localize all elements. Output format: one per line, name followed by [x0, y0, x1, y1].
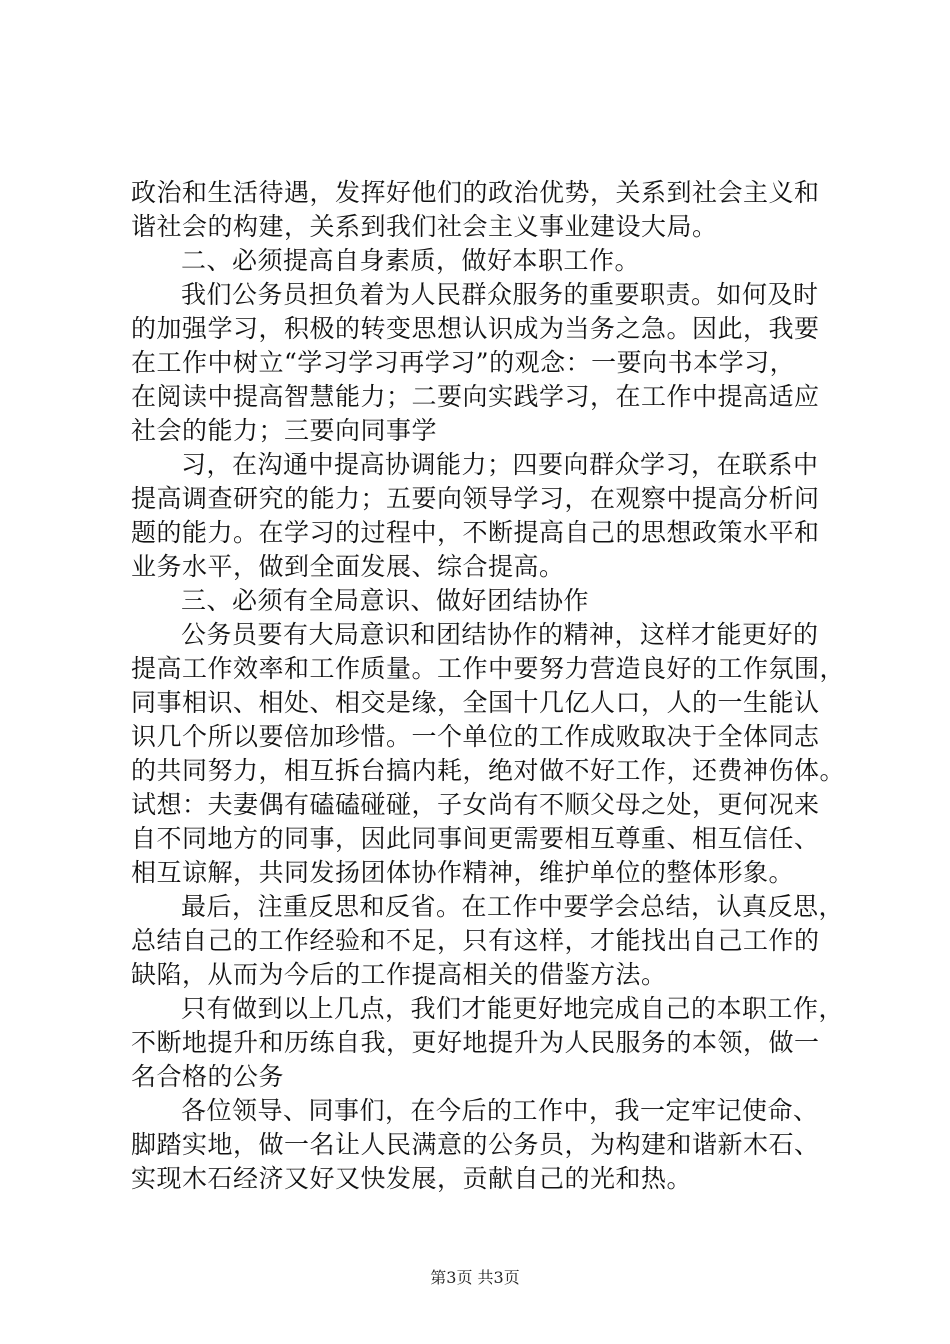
- text-line: 的共同努力，相互拆台搞内耗，绝对做不好工作，还费神伤体。: [131, 756, 846, 785]
- text-line: 我们公务员担负着为人民群众服务的重要职责。如何及时: [181, 280, 819, 309]
- text-line: 自不同地方的同事，因此同事间更需要相互尊重、相互信任、: [131, 824, 820, 853]
- text-line: 习，在沟通中提高协调能力；四要向群众学习，在联系中: [181, 450, 819, 479]
- text-line: 在阅读中提高智慧能力；二要向实践学习，在工作中提高适应: [131, 382, 820, 411]
- text-line: 实现木石经济又好又快发展，贡献自己的光和热。: [131, 1164, 693, 1193]
- text-line: 题的能力。在学习的过程中，不断提高自己的思想政策水平和: [131, 518, 820, 547]
- text-line: 相互谅解，共同发扬团体协作精神，维护单位的整体形象。: [131, 858, 795, 887]
- page-footer: 第3页 共3页: [430, 1268, 520, 1287]
- text-line: 公务员要有大局意识和团结协作的精神，这样才能更好的: [181, 620, 819, 649]
- text-line: 提高调查研究的能力；五要向领导学习，在观察中提高分析问: [131, 484, 820, 513]
- document-body: [131, 176, 846, 1196]
- text-line: 试想：夫妻偶有磕磕碰碰，子女尚有不顺父母之处，更何况来: [131, 790, 820, 819]
- text-line: 政治和生活待遇，发挥好他们的政治优势，关系到社会主义和: [131, 178, 820, 207]
- text-line: 各位领导、同事们，在今后的工作中，我一定牢记使命、: [181, 1096, 819, 1125]
- text-line: 业务水平，做到全面发展、综合提高。: [131, 552, 565, 581]
- text-line: 不断地提升和历练自我，更好地提升为人民服务的本领，做一: [131, 1028, 820, 1057]
- text-line: 最后，注重反思和反省。在工作中要学会总结，认真反思，: [181, 892, 845, 921]
- text-line: 缺陷，从而为今后的工作提高相关的借鉴方法。: [131, 960, 667, 989]
- text-line: 名合格的公务: [131, 1062, 285, 1091]
- text-line: 社会的能力；三要向同事学: [131, 416, 438, 445]
- text-line: 同事相识、相处、相交是缘，全国十几亿人口，人的一生能认: [131, 688, 820, 717]
- text-line: 谐社会的构建，关系到我们社会主义事业建设大局。: [131, 212, 718, 241]
- text-line: 只有做到以上几点，我们才能更好地完成自己的本职工作，: [181, 994, 845, 1023]
- text-line: 总结自己的工作经验和不足，只有这样，才能找出自己工作的: [131, 926, 820, 955]
- section-heading: 二、必须提高自身素质，做好本职工作。: [181, 246, 641, 275]
- section-heading: 三、必须有全局意识、做好团结协作: [181, 586, 590, 615]
- text-line: 提高工作效率和工作质量。工作中要努力营造良好的工作氛围，: [131, 654, 846, 683]
- text-line: 识几个所以要倍加珍惜。一个单位的工作成败取决于全体同志: [131, 722, 820, 751]
- text-line: 的加强学习，积极的转变思想认识成为当务之急。因此，我要: [131, 314, 820, 343]
- text-line: 在工作中树立“学习学习再学习”的观念：一要向书本学习，: [131, 348, 796, 377]
- text-line: 脚踏实地，做一名让人民满意的公务员，为构建和谐新木石、: [131, 1130, 820, 1159]
